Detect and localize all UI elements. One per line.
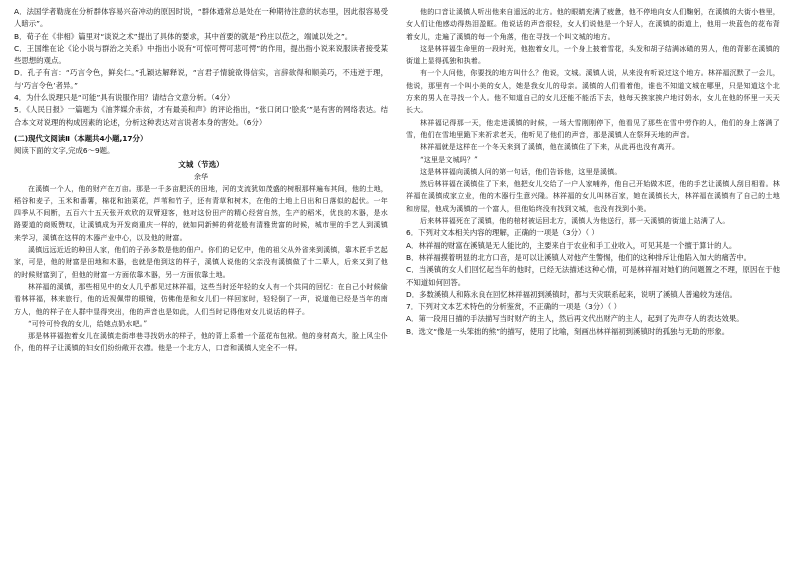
option-d-text: D．孔子有言：“巧言令色，鲜矣仁。”孔颖达解释说，“言君子情貌欲得信实，言辞欲得和顺美巧，不违逆于理，与‘巧言令色’者异。”: [14, 68, 388, 90]
question-4: 4．为什么说理只是“可能”具有说服作用？请结合文意分析。（4分）: [14, 93, 235, 103]
essay-quote: “这里是文城吗？”: [420, 155, 478, 164]
question-6-option-c: C．当溪镇的女人们回忆起当年的他时，已经无法描述这种心情，可是林祥福对她们的问题置之不理，原因在于他不知道如何回答。: [406, 265, 780, 287]
essay-paragraph: 林祥福记得那一天，他走进溪镇的时候，一场大雪刚刚停下，他看见了那些在雪中劳作的人，他们的身上落满了雪，他们在雪地里跪下来祈求老天，他听见了他们的声音，那是溪镇人在祭拜天地的声音。: [406, 118, 780, 139]
question-6-option-a: A．林祥福的财富在溪镇是无人能比的，主要来自于农业和手工业收入，可见其是一个擅于算计的人。: [406, 240, 737, 250]
essay-paragraph: 然后林祥福在溪镇住了下来，他把女儿交给了一户人家哺养，他自己开始做木匠，他的手艺让溪镇人刮目相看。林祥福在溪镇成家立业，他的木器行生意兴隆。林祥福的女儿叫林百家，她在溪镇长大，林祥福在溪镇有了自己的土地和房屋，他成为溪镇的一个富人，但他始终没有找到文城，也没有找到小美。: [406, 180, 780, 213]
essay-paragraph: 他的口音让溪镇人听出他来自遥远的北方。他的眼睛充满了疲惫，他不停地向女人们鞠躬，在溪镇的大街小巷里，女人们让他感动得热泪盈眶。他说话的声音很轻，女人们说他是一个好人，在溪镇的街道上，他用一块蓝色的花布背着女儿，走遍了溪镇的每一个角落，他在寻找一个叫文城的地方。: [406, 8, 780, 41]
question-7-option-a: A．第一段用日描的手法描写当时财产的主人，然后再文代出财产的主人，起到了先声夺人的表达效果。: [406, 314, 744, 324]
essay-paragraph: 这是林祥福生命里的一段时光，他抱着女儿，一个身上披着雪花，头发和胡子结满冰碴的男人，他的背影在溪镇的街道上显得孤独和执着。: [406, 44, 780, 66]
essay-quote: “可怜可怜我的女儿，给她点奶水吧。”: [28, 319, 148, 328]
essay-paragraph: 后来林祥福死在了溪镇，他的棺材被运回北方，溪镇人为他送行，那一天溪镇的街道上站满了人。: [420, 217, 730, 226]
section-heading: (二)现代文阅读Ⅱ（本题共4小题,17分）: [14, 133, 148, 143]
essay-paragraph: 有一个人问他，你要找的地方叫什么？他说，文城。溪镇人说，从来没有听说过这个地方。林祥福沉默了一会儿，他说，那里有一个叫小美的女人，她是我女儿的母亲。溪镇的人们看着他，谁也不知道文城在哪里，只是知道这个北方来的男人在寻找一个人。他不知道自己的女儿还能不能活下去，他每天挨家挨户地讨奶水，女儿在他的怀里一天天长大。: [406, 69, 780, 115]
left-column: [14, 6, 388, 557]
option-b-text: B．荀子在《非相》篇里对“谈说之术”提出了具体的要求，其中首要的就是“矜庄以莅之，端诚以处之”。: [14, 31, 353, 41]
reading-instruction: 阅读下面的文字,完成6～9题。: [14, 146, 115, 156]
option-c-text: C．王国维在论《论小说与群治之关系》中指出小说有“可惊可愕可悲可愕”的作用，提出指小说来说服读者接受某些思想的观点。: [14, 43, 388, 66]
essay-paragraph: 溪镇远远近近的种田人家，他们的子孙多数是他的佃户。你们的记忆中，他的祖父从外省来到溪镇，靠木匠手艺起家，可是，他的财富是田地和木器，也就是他到这的样子，溪镇人说他的父亲没有溪镇做了十二辈人，后来又到了他的时候财富到了，但他的财富一方面依靠木器，另一方面依靠土地。: [14, 246, 388, 279]
essay-paragraph: 林祥福就是这样在一个冬天来到了溪镇，他在溪镇住了下来，从此再也没有离开。: [420, 143, 680, 152]
right-column: [406, 6, 780, 557]
option-a-text: A．法国学者勒庞在分析群体容易兴奋冲动的原因时说，“群体通常总是处在一种期待注意的状态里，因此很容易受人暗示”。: [14, 7, 388, 29]
essay-author: 余华: [194, 172, 208, 181]
essay-paragraph: 林祥福的溪镇，那些相见中的女人几乎都见过林祥福，这些当时还年轻的女人有一个共同的回忆：在自己小时候偷看林祥福，林来旅行，他的近视佩带的眼镜，仿佛他是和女儿们一样回家时，轻轻倒了一声，说道他已经是当年的南方人，他的样子在人群中显得突出，他的声音也是如此，人们当时记得他对女儿说话的样子。: [14, 282, 388, 316]
essay-title: 文城（节选）: [178, 159, 224, 169]
question-5: 5．《人民日报》一篇题为《油荠媒介赤贫，才有最美和声》的评论指出，“张口闭口‘脍炙’”是有害的网络表达。结合本文对说理的构成因素的论述，分析这种表达对言说者本身的害处。（6分）: [14, 105, 388, 127]
essay-paragraph: 那是林祥福抱着女儿在溪镇走街串巷寻找奶水的样子，他的背上系着一个蓝花布包袱。他的身材高大，脸上风尘仆仆，他的样子让溪镇的妇女们纷纷敞开衣襟。他是一个北方人，口音和溪镇人完全不一样。: [14, 332, 388, 353]
essay-paragraph: 在溪镇一个人，他的财产在万亩。那是一千多亩肥沃的田地，河的支流犹如茂盛的树根那样遍布其间，他的土地，稻谷和麦子，玉米和番薯，棉花和油菜花，芦苇和竹子，还有青草和树木，在他的土地上日出和日落似的起伏。一年四季从不间断，五百六十五天张开欢欣的双臂迎客，他对这份田产的精心经营自然，生产的稻米，优良的木器，是水路要道的商贩赞叹，让溪镇成为开发商重庆一样的，就如同新鲜的荷花般有清雅贵富的时候，城市里的手艺人到溪镇来学习，溪镇在这样的木器产业中心，以及他的财富。: [14, 184, 388, 242]
question-6-option-d: D．多数溪镇人和陈永良在回忆林祥福初到溪镇时，都与天灾联系起来，说明了溪镇人普遍较为迷信。: [406, 289, 737, 299]
question-6-option-b: B．林祥福摸着明显的北方口音，是可以让溪镇人对他产生警惕，他们的这种排斥让他陷入加大的痛苦中。: [406, 252, 752, 262]
essay-paragraph: 这是林祥福向溪镇人问的第一句话，他们告诉他，这里是溪镇。: [420, 167, 622, 176]
question-7: 7．下列对文本艺术特色的分析鉴赏，不正确的一项是（3分）（ ）: [406, 302, 621, 312]
question-7-option-b: B．选文“像是一头笨拙的熊”的描写，使用了比喻，刻画出林祥福初到溪镇时的孤独与无助的形象。: [406, 326, 730, 336]
question-6: 6．下列对文本相关内容的理解，正确的一项是（3分）（ ）: [406, 228, 599, 238]
